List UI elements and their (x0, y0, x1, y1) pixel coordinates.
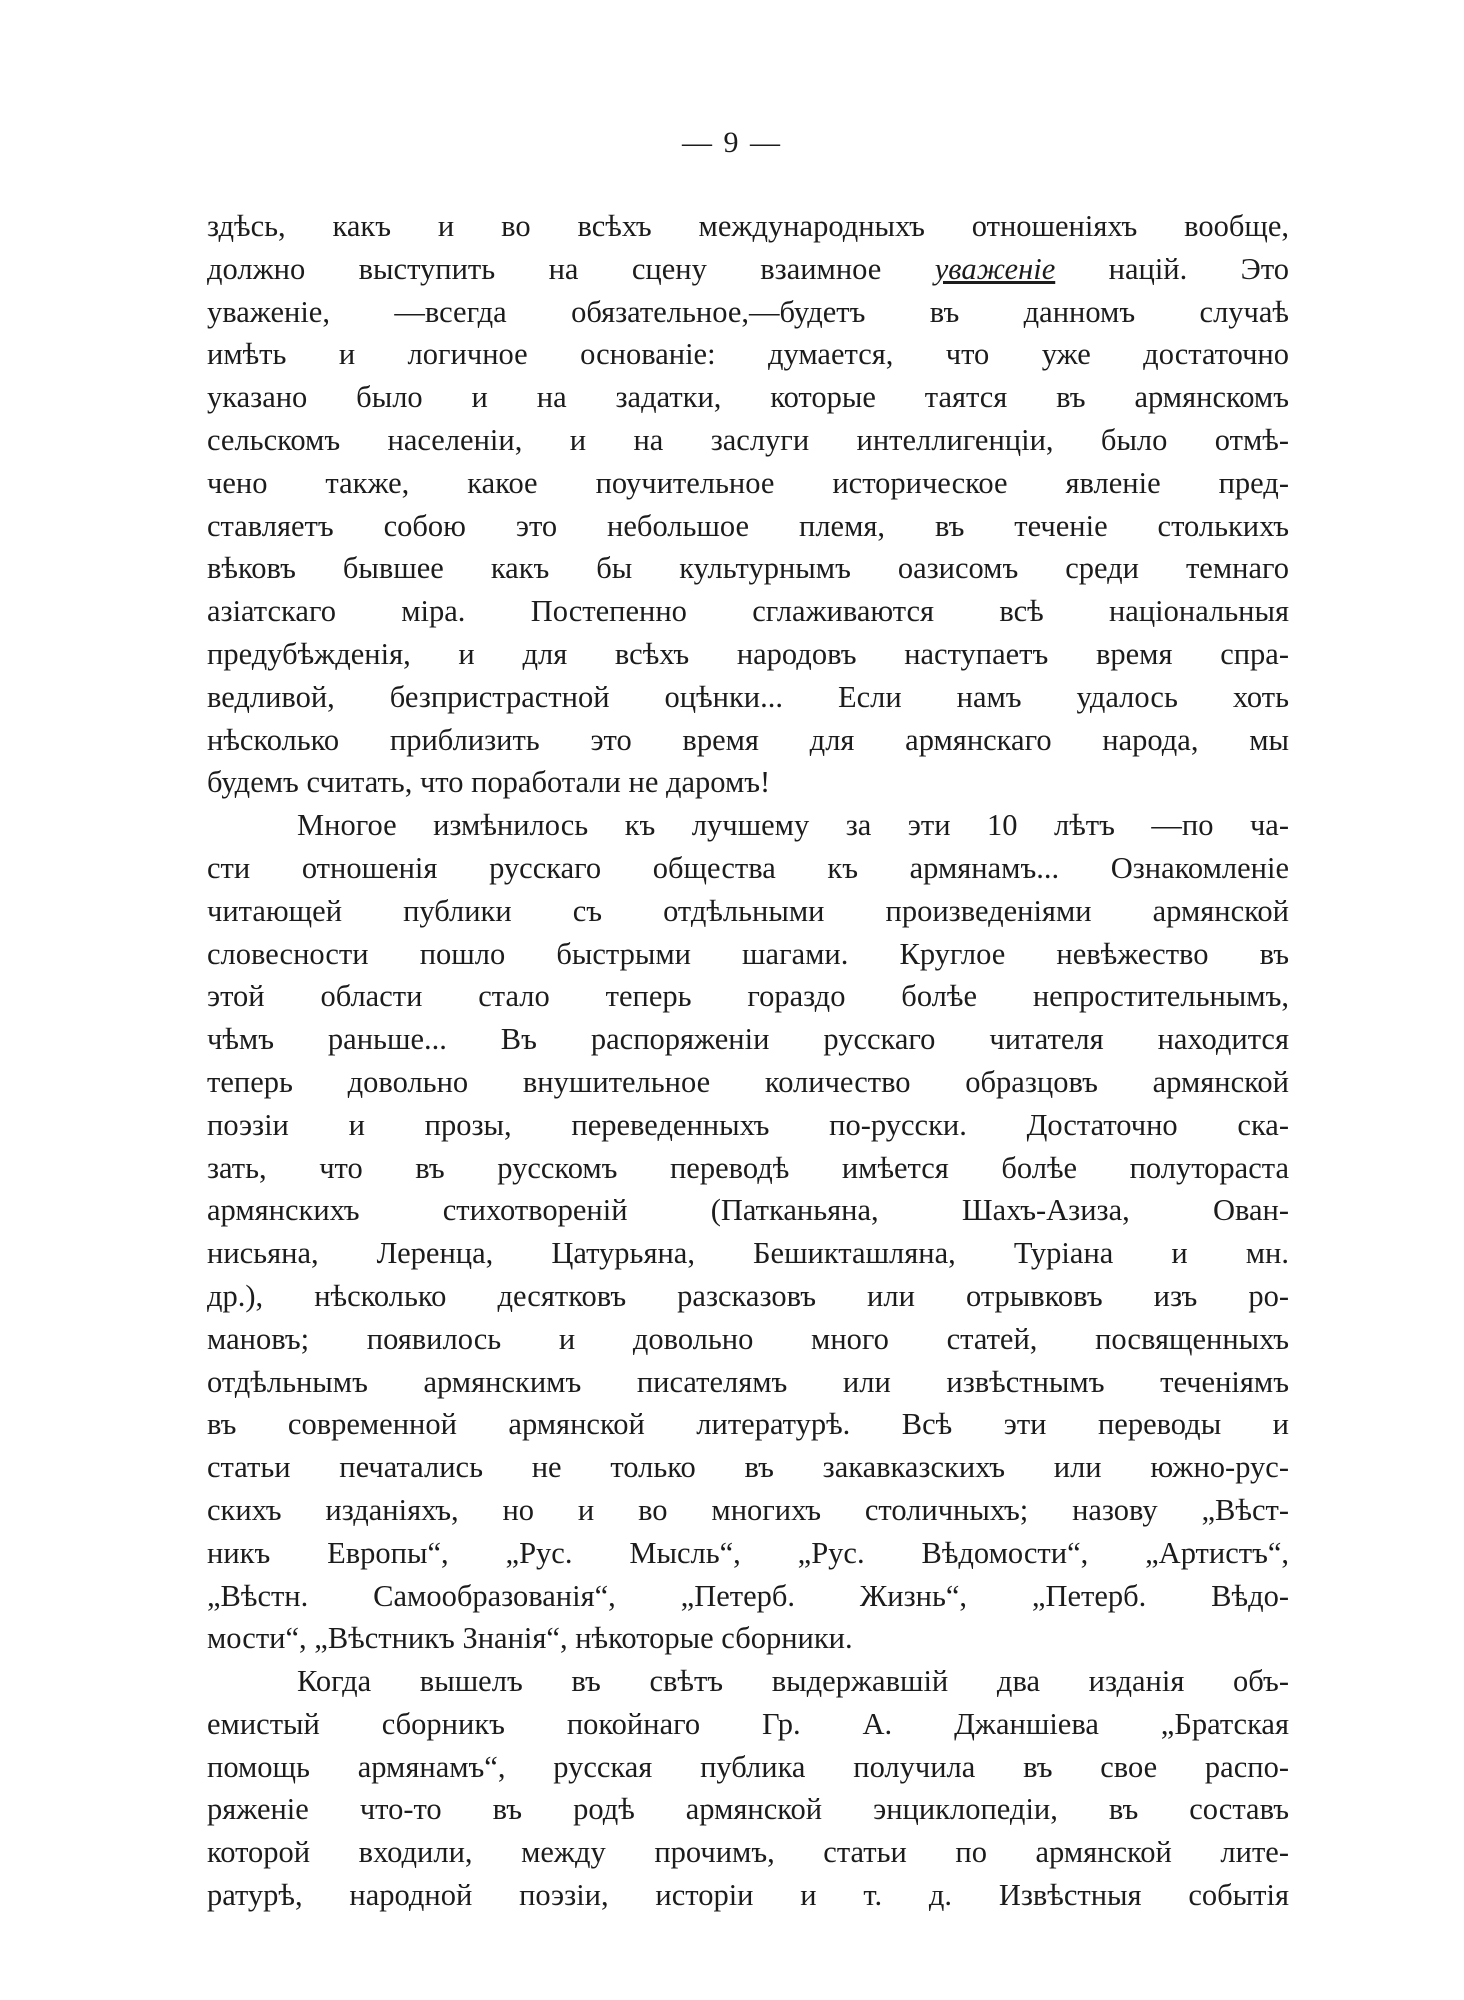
text-line-content: ставляетъ собою это небольшое племя, въ теченіе столькихъ (207, 508, 1289, 543)
text-line-content: поэзіи и прозы, переведенныхъ по-русски. Достаточно ска- (207, 1107, 1289, 1142)
text-line-content: чѣмъ раньше... Въ распоряженіи русскаго читателя находится (207, 1022, 1289, 1057)
text-line (207, 1575, 1289, 1618)
text-line-content: вѣковъ бывшее какъ бы культурнымъ оазисомъ среди темнаго (207, 551, 1289, 586)
text-line (207, 1318, 1289, 1361)
page-number: — 9 — (682, 126, 782, 159)
text-line-content: словесности пошло быстрыми шагами. Круглое невѣжество въ (207, 936, 1289, 971)
text-line-content: нисьяна, Леренца, Цатурьяна, Бешикташляна, Туріана и мн. (207, 1236, 1289, 1271)
text-line (207, 1532, 1289, 1575)
text-line (207, 761, 1289, 804)
text-line-content: нѣсколько приблизить это время для армянскаго народа, мы (207, 722, 1289, 757)
text-line-content: помощь армянамъ“, русская публика получила въ свое распо- (207, 1749, 1289, 1784)
text-line-content: емистый сборникъ покойнаго Гр. А. Джаншіева „Братская (207, 1706, 1289, 1741)
emphasized-word: уваженіе (934, 251, 1056, 286)
text-line (207, 1489, 1289, 1532)
text-line (207, 1104, 1289, 1147)
text-line (207, 547, 1289, 590)
text-line (207, 1403, 1289, 1446)
text-line (207, 975, 1289, 1018)
text-line (207, 590, 1289, 633)
text-line (207, 1703, 1289, 1746)
text-line (207, 462, 1289, 505)
text-line-content: др.), нѣсколько десятковъ разсказовъ или отрывковъ изъ ро- (207, 1278, 1289, 1313)
text-line-content: націй. Это (1055, 251, 1289, 286)
text-line-content: здѣсь, какъ и во всѣхъ международныхъ отношеніяхъ вообще, (207, 209, 1289, 243)
text-line (207, 804, 1289, 847)
text-line-content: будемъ считать, что поработали не даромъ! (207, 765, 771, 800)
text-line-content: теперь довольно внушительное количество образцовъ армянской (207, 1064, 1289, 1099)
text-line (207, 248, 1289, 291)
text-line-content: зать, что въ русскомъ переводѣ имѣется болѣе полутораста (207, 1150, 1289, 1185)
text-line (207, 1617, 1289, 1660)
text-line-content: ведливой, безпристрастной оцѣнки... Если намъ удалось хоть (207, 679, 1289, 714)
text-line (207, 1147, 1289, 1190)
text-line-content: имѣть и логичное основаніе: думается, что уже достаточно (207, 337, 1289, 372)
text-line-content: ратурѣ, народной поэзіи, исторіи и т. д. Извѣстныя событія (207, 1878, 1289, 1913)
text-line-content: уваженіе, —всегда обязательное,—будетъ въ данномъ случаѣ (207, 294, 1289, 329)
text-line (207, 419, 1289, 462)
text-line (207, 1788, 1289, 1831)
text-line-content: чено также, какое поучительное историческое явленіе пред- (207, 465, 1289, 500)
text-line (207, 1189, 1289, 1232)
text-line (207, 1660, 1289, 1703)
text-line-content: ряженіе что-то въ родѣ армянской энциклопедіи, въ составъ (207, 1792, 1289, 1827)
text-line-content: читающей публики съ отдѣльными произведеніями армянской (207, 893, 1289, 928)
text-line (207, 291, 1289, 334)
text-line-content: должно выступить на сцену взаимное (207, 251, 935, 286)
body-text (207, 205, 1289, 1917)
text-line-content: армянскихъ стихотвореній (Патканьяна, Шахъ-Азиза, Ован- (207, 1193, 1289, 1228)
text-line-content: Многое измѣнилось къ лучшему за эти 10 лѣтъ —по ча- (297, 808, 1289, 843)
text-line-content: отдѣльнымъ армянскимъ писателямъ или извѣстнымъ теченіямъ (207, 1364, 1289, 1399)
text-line-content: въ современной армянской литературѣ. Всѣ эти переводы и (207, 1407, 1289, 1442)
text-line (207, 376, 1289, 419)
text-line-content: скихъ изданіяхъ, но и во многихъ столичныхъ; назову „Вѣст- (207, 1492, 1289, 1527)
text-line (207, 1232, 1289, 1275)
text-line (207, 1874, 1289, 1917)
text-line (207, 205, 1289, 248)
text-line (207, 1746, 1289, 1789)
text-line (207, 1831, 1289, 1874)
text-line-content: никъ Европы“, „Рус. Мысль“, „Рус. Вѣдомости“, „Артистъ“, (207, 1535, 1289, 1570)
text-line (207, 505, 1289, 548)
text-line-content: статьи печатались не только въ закавказскихъ или южно-рус- (207, 1450, 1289, 1485)
text-line-content: Когда вышелъ въ свѣтъ выдержавшій два изданія объ- (297, 1664, 1289, 1699)
text-line (207, 633, 1289, 676)
text-line-content: мановъ; появилось и довольно много статей, посвященныхъ (207, 1321, 1289, 1356)
text-line (207, 676, 1289, 719)
text-line (207, 1061, 1289, 1104)
text-line (207, 719, 1289, 762)
text-line (207, 1361, 1289, 1404)
text-line (207, 1446, 1289, 1489)
text-line-content: „Вѣстн. Самообразованія“, „Петерб. Жизнь“, „Петерб. Вѣдо- (207, 1578, 1289, 1613)
text-line (207, 333, 1289, 376)
text-line (207, 847, 1289, 890)
text-line-content: указано было и на задатки, которые таятся въ армянскомъ (207, 380, 1289, 415)
text-line-content: предубѣжденія, и для всѣхъ народовъ наступаетъ время спра- (207, 636, 1289, 671)
text-line-content: мости“, „Вѣстникъ Знанія“, нѣкоторые сборники. (207, 1621, 853, 1656)
text-line (207, 890, 1289, 933)
text-line (207, 1275, 1289, 1318)
text-line-content: сти отношенія русскаго общества къ армянамъ... Ознакомленіе (207, 850, 1289, 885)
text-line-content: которой входили, между прочимъ, статьи по армянской лите- (207, 1835, 1289, 1870)
text-line (207, 1018, 1289, 1061)
text-line-content: этой области стало теперь гораздо болѣе непростительнымъ, (207, 979, 1289, 1014)
text-line (207, 933, 1289, 976)
text-line-content: азіатскаго міра. Постепенно сглаживаются всѣ національныя (207, 594, 1289, 629)
text-line-content: сельскомъ населеніи, и на заслуги интеллигенціи, было отмѣ- (207, 422, 1289, 457)
